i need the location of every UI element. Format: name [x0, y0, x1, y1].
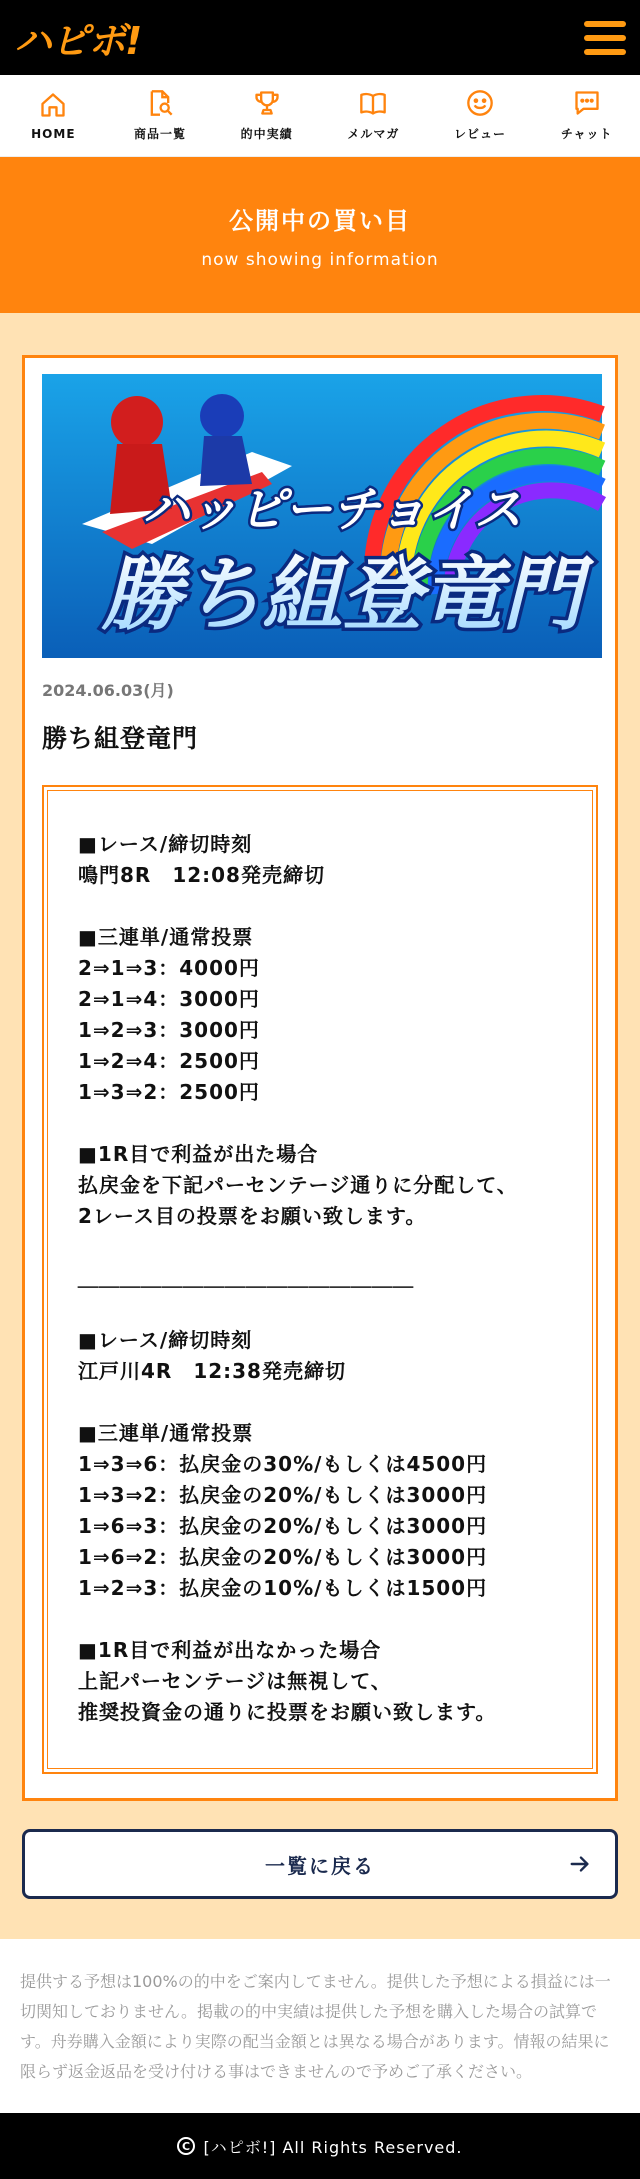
pick-line: ■レース/締切時刻 [78, 832, 253, 856]
pick-line: ■1R目で利益が出た場合 [78, 1142, 319, 1166]
post-banner-image [42, 374, 602, 658]
pick-line: 1⇒2⇒4：2500円 [78, 1049, 260, 1073]
trophy-icon [253, 89, 281, 117]
line-gap [78, 1294, 562, 1325]
menu-icon[interactable] [584, 21, 626, 55]
nav-label: レビュー [454, 127, 507, 141]
pick-line: 上記パーセンテージは無視して、 [78, 1669, 392, 1693]
post-date: 2024.06.03(月) [42, 681, 174, 700]
banner-illustration [42, 374, 602, 658]
pick-line: 1⇒3⇒2：払戻金の20%/もしくは3000円 [78, 1483, 488, 1507]
pick-line: 1⇒6⇒2：払戻金の20%/もしくは3000円 [78, 1545, 488, 1569]
line-gap [78, 891, 562, 922]
page-subtitle: now showing information [201, 249, 439, 270]
nav-item-mailmag[interactable] [320, 75, 427, 156]
pick-line: 払戻金を下記パーセンテージ通りに分配して、 [78, 1173, 518, 1197]
post-title: 勝ち組登竜門 [42, 724, 199, 753]
pick-line: ＿＿＿＿＿＿＿＿＿＿＿＿＿＿＿＿ [78, 1266, 414, 1290]
smiley-icon [466, 89, 494, 117]
document-search-icon [146, 89, 174, 117]
back-wrap [0, 1801, 640, 1899]
main-content [0, 313, 640, 1801]
copyright-text: [ハピボ!] All Rights Reserved. [203, 2137, 463, 2157]
pick-line: ■1R目で利益が出なかった場合 [78, 1638, 382, 1662]
pick-line: ■レース/締切時刻 [78, 1328, 253, 1352]
copyright-icon: C [177, 2137, 195, 2155]
main-nav [0, 75, 640, 157]
pick-line: 1⇒2⇒3：払戻金の10%/もしくは1500円 [78, 1576, 488, 1600]
book-icon [359, 89, 387, 117]
pick-line: ■三連単/通常投票 [78, 925, 254, 949]
nav-item-results[interactable] [213, 75, 320, 156]
picks-box [42, 785, 598, 1774]
nav-label: メルマガ [347, 127, 400, 141]
back-button-label: 一覧に戻る [265, 1853, 375, 1878]
nav-label: チャット [560, 127, 613, 141]
pick-line: 江戸川4R 12:38発売締切 [78, 1359, 346, 1383]
pick-line: 鳴門8R 12:08発売締切 [78, 863, 325, 887]
chat-icon [573, 89, 601, 117]
pick-line: 推奨投資金の通りに投票をお願い致します。 [78, 1700, 497, 1724]
pick-line: 2⇒1⇒4：3000円 [78, 987, 260, 1011]
nav-item-chat[interactable] [533, 75, 640, 156]
site-footer [0, 2113, 640, 2179]
nav-item-products[interactable] [107, 75, 214, 156]
banner-title-line2: 勝ち組登竜門 [102, 548, 582, 641]
nav-label: 的中実績 [240, 127, 293, 141]
site-logo[interactable]: ハピボ! [14, 19, 142, 63]
line-gap [78, 1232, 562, 1263]
top-bar [0, 0, 640, 75]
home-icon [39, 91, 67, 119]
pick-line: 2⇒1⇒3：4000円 [78, 956, 260, 980]
banner-title-line1: ハッピーチョイス [141, 482, 523, 538]
line-gap [78, 1604, 562, 1635]
pick-line: 2レース目の投票をお願い致します。 [78, 1204, 427, 1228]
nav-label: HOME [31, 126, 76, 141]
pick-line: 1⇒3⇒2：2500円 [78, 1080, 260, 1104]
line-gap [78, 1108, 562, 1139]
back-to-list-button[interactable] [22, 1829, 618, 1899]
pick-line: 1⇒2⇒3：3000円 [78, 1018, 260, 1042]
page-title: 公開中の買い目 [229, 206, 411, 235]
pick-line: 1⇒3⇒6：払戻金の30%/もしくは4500円 [78, 1452, 488, 1476]
disclaimer-text: 提供する予想は100%の的中をご案内してません。提供した予想による損益には一切関知しておりません。掲載の的中実績は提供した予想を購入した場合の試算です。舟券購入金額により実際の配当金額とは異なる場合があります。情報の結果に限らず返金返品を受け付ける事はできませんので予めご了承ください。 [0, 1939, 640, 2113]
nav-item-home[interactable] [0, 75, 107, 156]
arrow-right-icon [569, 1853, 591, 1875]
nav-label: 商品一覧 [134, 127, 187, 141]
picks-content [47, 790, 593, 1769]
post-card [22, 355, 618, 1801]
nav-item-review[interactable] [427, 75, 534, 156]
page-hero [0, 157, 640, 313]
pick-line: ■三連単/通常投票 [78, 1421, 254, 1445]
line-gap [78, 1387, 562, 1418]
pick-line: 1⇒6⇒3：払戻金の20%/もしくは3000円 [78, 1514, 488, 1538]
